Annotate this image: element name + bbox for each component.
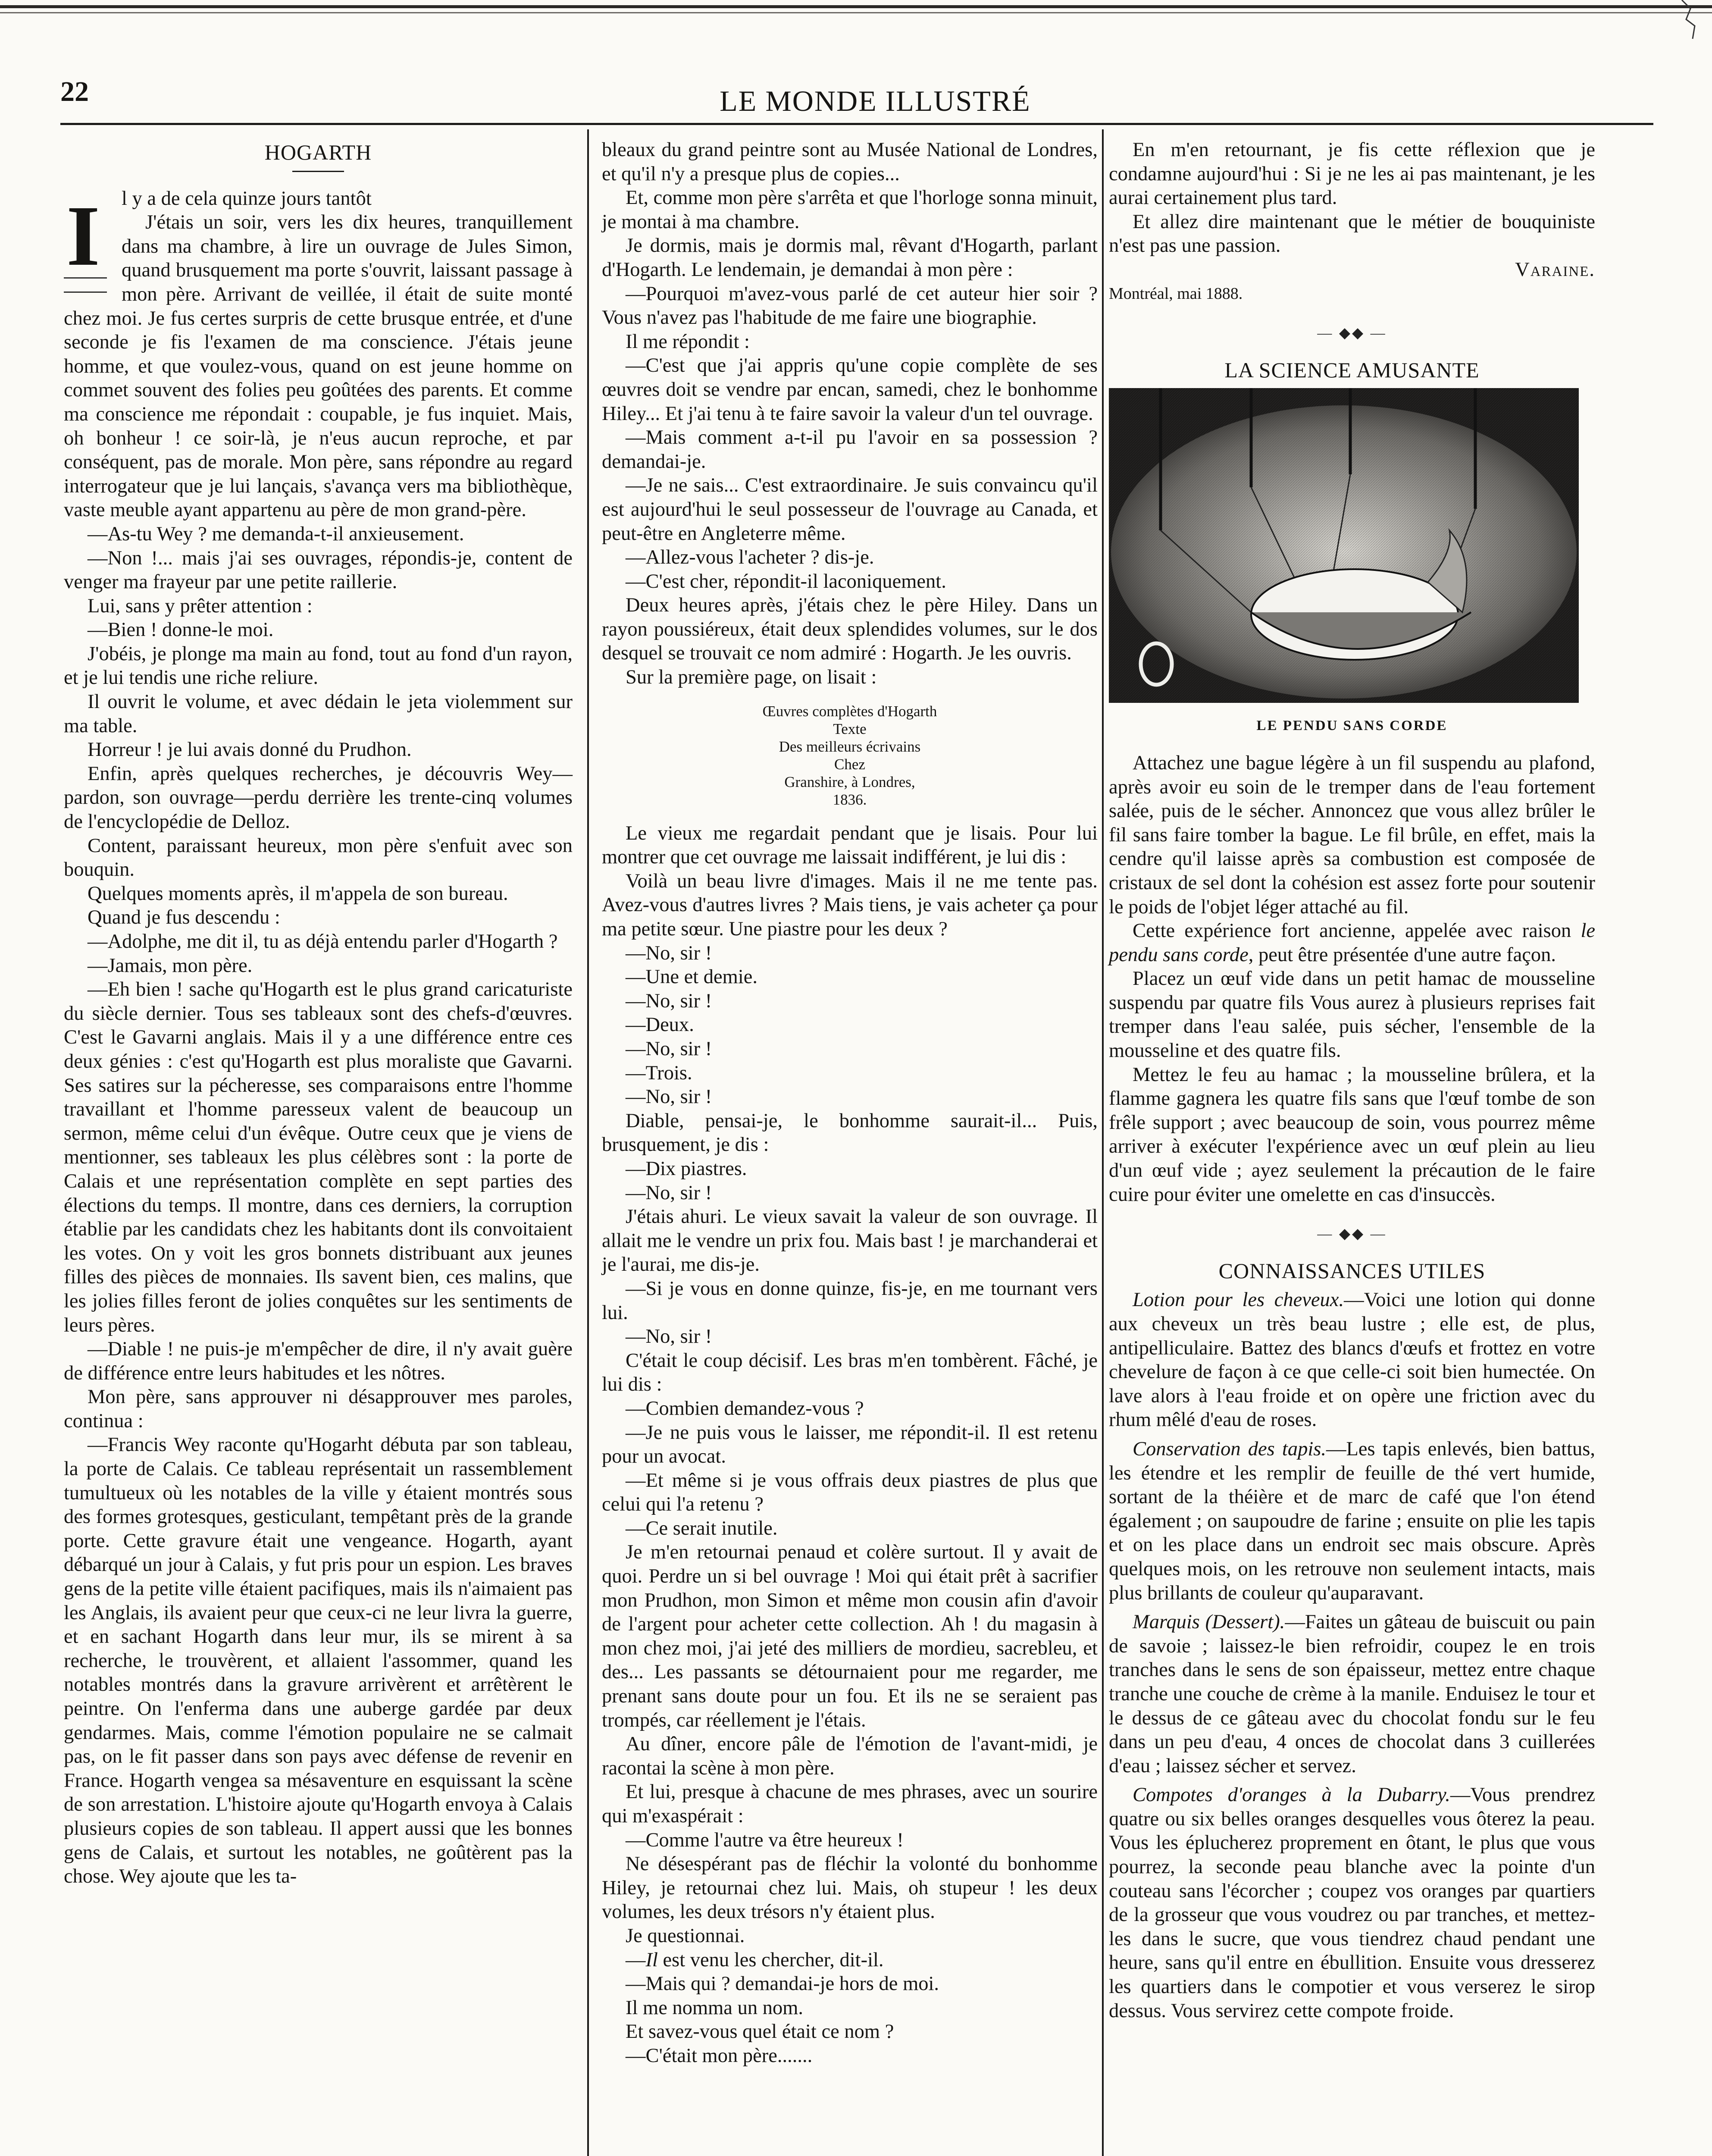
dateline: Montréal, mai 1888. xyxy=(1109,284,1243,303)
recipe-title: Compotes d'oranges à la Dubarry. xyxy=(1133,1784,1450,1806)
book-title-line: Des meilleurs écrivains xyxy=(779,738,921,755)
paragraph: Diable, pensai-je, le bonhomme saurait-il... Puis, brusquement, je dis : xyxy=(602,1109,1098,1156)
recipe-title: Lotion pour les cheveux. xyxy=(1133,1289,1344,1311)
book-title-line: 1836. xyxy=(833,791,867,808)
paragraph: —No, sir ! xyxy=(626,942,712,964)
paragraph: —C'est cher, répondit-il laconiquement. xyxy=(626,570,946,592)
paragraph: —No, sir ! xyxy=(626,1326,712,1348)
paragraph: Ne désespérant pas de fléchir la volonté du bonhomme Hiley, je retournai chez lui. Mais, oh stupeur ! les deux volumes, les deux trésors n'y étaient plus. xyxy=(602,1853,1098,1923)
book-title-line: Granshire, à Londres, xyxy=(784,773,915,790)
paragraph: Il me nomma un nom. xyxy=(626,1996,803,2019)
paragraph: C'était le coup décisif. Les bras m'en tombèrent. Fâché, je lui dis : xyxy=(602,1349,1098,1396)
paragraph: Quand je fus descendu : xyxy=(88,906,280,929)
paragraph: —Eh bien ! sache qu'Hogarth est le plus grand caricaturiste du siècle dernier. Tous ses tableaux sont des chefs-d'œuvres. C'est le Gavarni anglais. Mais il y a une différence entre ces deux génies : c'est qu'Hogarth est plus moraliste que Gavarni. Ses satires sur la pécheresse, ses comparaisons entre l'homme travaillant et l'homme paresseux valent de beaucoup un sermon, même celui d'un évêque. Outre ceux que je viens de mentionner, ses tableaux les plus célèbres sont : la porte de Calais et une représentation complète en sept parties des élections du temps. Il montre, dans ces derniers, la corruption établie par les candidats chez les habitants dont ils convoitaient les votes. On y voit les gros bonnets distribuant aux jeunes filles des pièces de monnaies. Ils savent bien, ces malins, que les jolies filles feront de jolies conquêtes sur les sentiments de leurs pères. xyxy=(64,978,573,1336)
paragraph: —No, sir ! xyxy=(626,1181,712,1204)
paragraph: —As-tu Wey ? me demanda-t-il anxieusement. xyxy=(88,523,464,545)
paragraph: —Allez-vous l'acheter ? dis-je. xyxy=(626,546,874,569)
book-title-line: Chez xyxy=(834,755,865,773)
paragraph: Au dîner, encore pâle de l'émotion de l'avant-midi, je racontai la scène à mon père. xyxy=(602,1733,1098,1779)
section-ornament: — ◆◆ — xyxy=(1317,1226,1387,1242)
paragraph: —Mais qui ? demandai-je hors de moi. xyxy=(626,1973,939,1995)
paragraph: —Une et demie. xyxy=(626,966,758,988)
paragraph: —No, sir ! xyxy=(626,990,712,1012)
paragraph: Content, paraissant heureux, mon père s'enfuit avec son bouquin. xyxy=(64,834,573,881)
paragraph: Et savez-vous quel était ce nom ? xyxy=(626,2021,894,2043)
paragraph: —Il est venu les chercher, dit-il. xyxy=(626,1949,884,1971)
paragraph: —Ce serait inutile. xyxy=(626,1517,778,1539)
paragraph: Deux heures après, j'étais chez le père Hiley. Dans un rayon poussiéreux, était deux splendides volumes, sur le dos desquel se trouvait ce nom admiré : Hogarth. Je les ouvris. xyxy=(602,594,1098,664)
paragraph: Conservation des tapis.—Les tapis enlevés, bien battus, les étendre et les remplir de feuille de thé vert humide, sortant de la théière et de marc de café que l'on étend également ; on saupoudre de farine ; ensuite on plie les tapis et on les place dans un endroit sec mais obscure. Après quelques mois, on les retrouve non seulement intacts, mais plus brillants de couleur qu'auparavant. xyxy=(1109,1438,1595,1604)
paragraph: —C'est que j'ai appris qu'une copie complète de ses œuvres doit se vendre par encan, samedi, chez le bonhomme Hiley... Et j'ai tenu à te faire savoir la valeur d'un tel ouvrage. xyxy=(602,354,1098,425)
column-divider-1 xyxy=(587,129,589,2156)
paragraph: Mon père, sans approuver ni désapprouver mes paroles, continua : xyxy=(64,1386,573,1432)
journal-title: LE MONDE ILLUSTRÉ xyxy=(720,85,1031,117)
paragraph: —Dix piastres. xyxy=(626,1157,747,1180)
paragraph: —Je ne sais... C'est extraordinaire. Je suis convaincu qu'il est aujourd'hui le seul possesseur de l'ouvrage au Canada, et peut-être en Angleterre même. xyxy=(602,474,1098,545)
section-title-useful-knowledge: CONNAISSANCES UTILES xyxy=(1218,1258,1486,1283)
paragraph: —Trois. xyxy=(626,1062,692,1084)
paragraph: Placez un œuf vide dans un petit hamac de mousseline suspendu par quatre fils Vous aurez à plusieurs reprises fait tremper dans l'eau salée, puis sécher, l'ensemble de la mousseline et des quatre fils. xyxy=(1109,968,1595,1062)
paragraph: —Pourquoi m'avez-vous parlé de cet auteur hier soir ? Vous n'avez pas l'habitude de me faire une biographie. xyxy=(602,282,1098,329)
author-signature: Varaine. xyxy=(1515,258,1595,281)
paragraph: Marquis (Dessert).—Faites un gâteau de buiscuit ou pain de savoie ; laissez-le bien refroidir, coupez le en trois tranches dans le sens de son épaisseur, mettez entre chaque tranche une couche de crème à la manile. Enduisez le tour et le dessus de ce gâteau avec du chocolat fondu sur le feu dans un peu d'eau, 4 onces de chocolat dans 3 cuillerées d'eau ; laissez sécher et servez. xyxy=(1109,1611,1595,1777)
paragraph: Quelques moments après, il m'appela de son bureau. xyxy=(88,882,508,905)
column-1 xyxy=(64,138,573,1889)
emphasis: le pendu sans corde xyxy=(1109,920,1595,966)
paragraph: —Deux. xyxy=(626,1014,694,1036)
paragraph: —No, sir ! xyxy=(626,1086,712,1108)
paragraph: Voilà un beau livre d'images. Mais il ne me tente pas. Avez-vous d'autres livres ? Mais tiens, je vais acheter ça pour ma petite sœur. Une piastre pour les deux ? xyxy=(602,870,1098,940)
paragraph: —Adolphe, me dit il, tu as déjà entendu parler d'Hogarth ? xyxy=(88,931,558,953)
paragraph: Enfin, après quelques recherches, je découvris Wey—pardon, son ouvrage—perdu derrière les trente-cinq volumes de l'encyclopédie de Delloz. xyxy=(64,762,573,833)
paragraph: Il me répondit : xyxy=(626,330,750,353)
column-3 xyxy=(1109,138,1595,2023)
recipe-title: Conservation des tapis. xyxy=(1133,1438,1326,1460)
paragraph: —Francis Wey raconte qu'Hogarht débuta par son tableau, la porte de Calais. Ce tableau représentait un rassemblement tumultueux où les notables de la ville y étaient montrés sous des formes grotesques, gesticulant, tempêtant près de la grande porte. Cette gravure était une vengeance. Hogarth, ayant débarqué un jour à Calais, y fut pris pour un espion. Les braves gens de la petite ville étaient pacifiques, mais ils n'aimaient pas les Anglais, ils avaient peur que ceux-ci ne leur livra la guerre, et en sachant Hogarth dans leur mur, ils se mirent à sa recherche, le trouvèrent, et allaient l'assommer, quand les notables montrés dans la gravure arrivèrent et arrêtèrent le peintre. On l'enferma dans une auberge gardée par deux gendarmes. Mais, comme l'émotion populaire ne se calmait pas, on le fit passer dans son pays avec défense de revenir en France. Hogarth vengea sa mésaventure en esquissant la scène de son arrestation. L'histoire ajoute qu'Hogarth envoya à Calais plusieurs copies de son tableau. Il appert aussi que les bonnes gens de Calais, et surtout les notables, ne goûtèrent pas la chose. Wey ajoute que les ta- xyxy=(64,1434,573,1888)
paragraph: —Si je vous en donne quinze, fis-je, en me tournant vers lui. xyxy=(602,1277,1098,1324)
paragraph: —Mais comment a-t-il pu l'avoir en sa possession ? demandai-je. xyxy=(602,426,1098,473)
paragraph: Le vieux me regardait pendant que je lisais. Pour lui montrer que cet ouvrage me laissait indifférent, je lui dis : xyxy=(602,822,1098,868)
section-title-science: LA SCIENCE AMUSANTE xyxy=(1224,357,1480,382)
paragraph: Il ouvrit le volume, et avec dédain le jeta violemment sur ma table. xyxy=(64,691,573,737)
paragraph: —Je ne puis vous le laisser, me répondit-il. Il est retenu pour un avocat. xyxy=(602,1421,1098,1468)
paragraph: Et allez dire maintenant que le métier de bouquiniste n'est pas une passion. xyxy=(1109,210,1595,257)
paragraph: Et, comme mon père s'arrêta et que l'horloge sonna minuit, je montai à ma chambre. xyxy=(602,187,1098,233)
paragraph: —No, sir ! xyxy=(626,1038,712,1060)
paragraph: Je m'en retournai penaud et colère surtout. Il y avait de quoi. Perdre un si bel ouvrage ! Moi qui était prêt à sacrifier mon Prudhon, mon Simon et même mon cousin afin d'avoir de l'argent pour acheter cette collection. Ah ! du magasin à mon chez moi, j'ai jeté des milliers de mordieu, sacrebleu, et des... Les passants se détournaient pour me regarder, me prenant sans doute pour un fou. Et ils ne se seraient pas trompés, car réellement je l'étais. xyxy=(602,1541,1098,1731)
paragraph: J'obéis, je plonge ma main au fond, tout au fond d'un rayon, et je lui tendis une riche reliure. xyxy=(64,642,573,689)
paragraph: —Et même si je vous offrais deux piastres de plus que celui qui l'a retenu ? xyxy=(602,1469,1098,1516)
engraving-illustration xyxy=(1109,388,1579,703)
top-border-thin-rule xyxy=(0,12,1712,13)
book-title-page xyxy=(602,702,1098,808)
paragraph: Je dormis, mais je dormis mal, rêvant d'Hogarth, parlant d'Hogarth. Le lendemain, je demandai à mon père : xyxy=(602,235,1098,281)
paragraph: Attachez une bague légère à un fil suspendu au plafond, après avoir eu soin de le tremper dans de l'eau fortement salée, puis de le sécher. Annoncez que vous allez brûler le fil sans faire tomber la bague. Le fil brûle, en effet, mais la cendre qu'il laisse après sa combustion est composée de cristaux de sel dont la cohésion est assez forte pour soutenir le poids de l'objet léger attaché au fil. xyxy=(1109,752,1595,918)
torn-corner-mark xyxy=(1652,0,1712,43)
top-border-rule xyxy=(0,5,1712,8)
emphasis: Il xyxy=(645,1949,658,1971)
hanging-egg-engraving xyxy=(1109,388,1579,703)
page-number: 22 xyxy=(60,76,89,107)
article-opening: I l y a de cela quinze jours tantôt xyxy=(64,187,573,211)
paragraph: Lui, sans y prêter attention : xyxy=(88,595,313,617)
figure-caption: LE PENDU SANS CORDE xyxy=(1256,718,1448,734)
paragraph: —Combien demandez-vous ? xyxy=(626,1397,864,1420)
recipe-title: Marquis xyxy=(1133,1611,1200,1633)
header-rule xyxy=(60,123,1653,125)
paragraph: En m'en retournant, je fis cette réflexion que je condamne aujourd'hui : Si je ne les ai pas maintenant, je les aurai certainement plus tard. xyxy=(1109,139,1595,209)
book-title-line: Œuvres complètes d'Hogarth xyxy=(762,702,937,720)
column-divider-2 xyxy=(1102,129,1104,2156)
paragraph: —Comme l'autre va être heureux ! xyxy=(626,1829,904,1851)
paragraph: Compotes d'oranges à la Dubarry.—Vous prendrez quatre ou six belles oranges desquelles vous ôterez la peau. Vous les éplucherez proprement en ôtant, le plus que vous pourrez, la seconde peau blanche avec la pointe d'un couteau sans l'écorcher ; coupez vos oranges par quartiers de la grosseur que vous voudrez ou par tranches, et mettez-les dans le sucre, que vous tiendrez chaud pendant une heure, sans qu'il entre en ébullition. Ensuite vous dresserez les quartiers dans le compotier et vous verserez le sirop dessus. Vous servirez cette compote froide. xyxy=(1109,1784,1595,2022)
paragraph: J'étais un soir, vers les dix heures, tranquillement dans ma chambre, à lire un ouvrage de Jules Simon, quand brusquement ma porte s'ouvrit, laissant passage à mon père. Arrivant de veillée, il était de suite monté chez moi. Je fus certes surpris de cette brusque entrée, et d'une seconde je fis l'examen de ma conscience. J'étais jeune homme, et que voulez-vous, quand on est jeune homme on commet souvent des folies peu goûtées des parents. Et comme ma conscience me répondait : coupable, je fus inquiet. Mais, oh bonheur ! ce soir-là, je n'eus aucun reproche, et par conséquent, pas de morale. Mon père, sans répondre au regard interrogateur que je lui lançais, s'avança vers ma bibliothèque, vaste meuble ayant appartenu au père de mon grand-père. xyxy=(64,211,573,521)
paragraph: —C'était mon père....... xyxy=(626,2044,813,2067)
paragraph: Et lui, presque à chacune de mes phrases, avec un sourire qui m'exaspérait : xyxy=(602,1781,1098,1827)
paragraph: —Jamais, mon père. xyxy=(88,954,253,977)
title-rule xyxy=(292,171,344,172)
paragraph: —Non !... mais j'ai ses ouvrages, répondis-je, content de venger ma frayeur par une petite raillerie. xyxy=(64,547,573,593)
column-2 xyxy=(602,138,1098,2068)
article-title: HOGARTH xyxy=(264,140,372,164)
paragraph: Lotion pour les cheveux.—Voici une lotion qui donne aux cheveux un très beau lustre ; elle est, de plus, antipelliculaire. Battez des blancs d'œufs et frottez en votre chevelure de façon à ce que celle-ci soit bien humectée. On lave alors à l'eau froide et on opère une friction avec du rhum mêlé d'eau de roses. xyxy=(1109,1289,1595,1431)
paragraph: Je questionnai. xyxy=(626,1924,745,1947)
paragraph: Sur la première page, on lisait : xyxy=(626,666,877,689)
section-ornament: — ◆◆ — xyxy=(1317,325,1387,342)
paragraph: bleaux du grand peintre sont au Musée National de Londres, et qu'il n'y a presque plus de copies... xyxy=(602,139,1098,185)
paragraph: —Bien ! donne-le moi. xyxy=(88,619,274,641)
paragraph: Mettez le feu au hamac ; la mousseline brûlera, et la flamme gagnera les quatre fils sans que l'œuf tombe de son frêle support ; avec beaucoup de soin, vous pourrez même arriver à exécuter l'expérience avec un œuf plein au lieu d'un œuf vide ; ayez seulement la précaution de le faire cuire pour éviter une omelette en cas d'insuccès. xyxy=(1109,1063,1595,1206)
paragraph: Cette expérience fort ancienne, appelée avec raison le pendu sans corde, peut être présentée d'une autre façon. xyxy=(1109,920,1595,966)
book-title-line: Texte xyxy=(833,720,867,737)
paragraph: Horreur ! je lui avais donné du Prudhon. xyxy=(88,739,412,761)
paragraph: —Diable ! ne puis-je m'empêcher de dire, il n'y avait guère de différence entre leurs habitudes et les nôtres. xyxy=(64,1338,573,1384)
drop-cap: I xyxy=(64,190,112,293)
paragraph: J'étais ahuri. Le vieux savait la valeur de son ouvrage. Il allait me le vendre un prix fou. Mais bast ! je marchanderai et je l'aurai, me dis-je. xyxy=(602,1206,1098,1276)
